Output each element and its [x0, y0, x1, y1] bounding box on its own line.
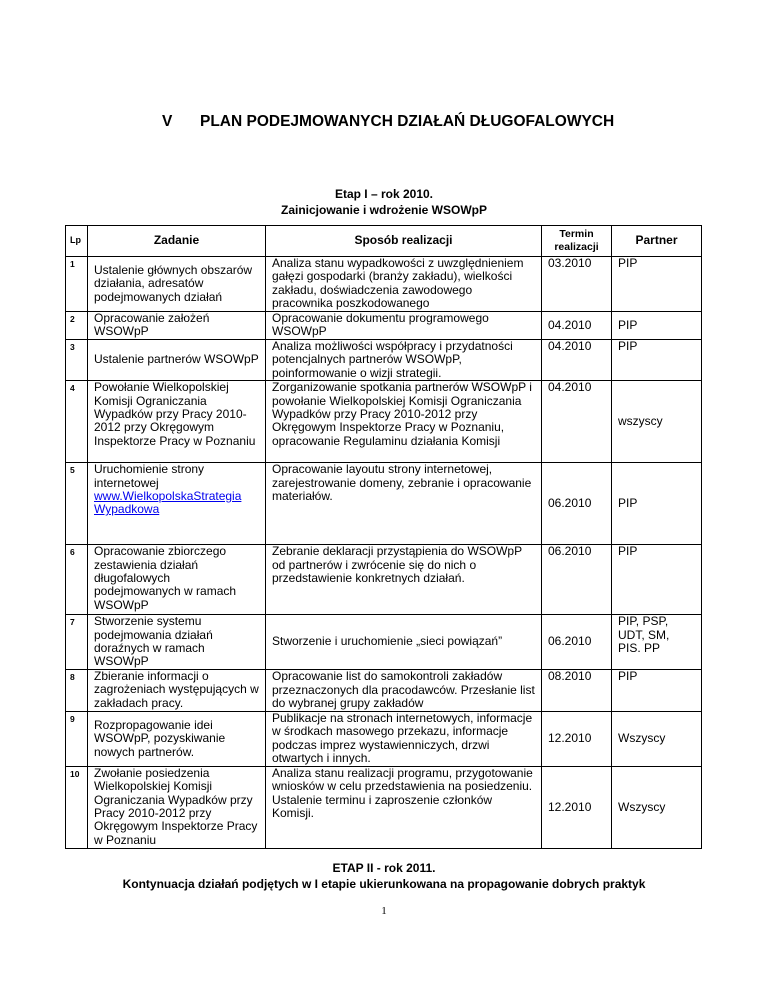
page-number: 1: [381, 905, 387, 917]
stage1-caption: [0, 186, 768, 218]
row-lp: 3: [66, 340, 88, 381]
row-zadanie: Zbieranie informacji o zagrożeniach występujących w zakładach pracy.: [88, 669, 266, 711]
plan-table: [65, 225, 702, 849]
header-lp: Lp: [66, 226, 88, 257]
row-partner: Wszyscy: [612, 766, 702, 848]
row-zadanie: Zwołanie posiedzenia Wielkopolskiej Komisji Ograniczania Wypadków przy Pracy 2010-2012 przy Okręgowym Inspektorze Pracy w Poznaniu: [88, 766, 266, 848]
row-termin: 12.2010: [542, 711, 612, 766]
row-partner: PIP: [612, 669, 702, 711]
row-termin: 12.2010: [542, 766, 612, 848]
row-sposob: Publikacje na stronach internetowych, informacje w środkach masowego przekazu, informacje podczas imprez wystawienniczych, drzwi otwartych i innych.: [266, 711, 542, 766]
table-row: [66, 312, 702, 340]
table-row: [66, 257, 702, 312]
row-zadanie: [88, 463, 266, 545]
header-termin: Termin realizacji: [542, 226, 612, 257]
row-partner: PIP: [612, 257, 702, 312]
stage1-line2: Zainicjowanie i wdrożenie WSOWpP: [280, 203, 488, 217]
row-sposob-text-2: Ustalenie terminu i zaproszenie członków Komisji.: [272, 792, 493, 821]
row-sposob: Zorganizowanie spotkania partnerów WSOWpP i powołanie Wielkopolskiej Komisji Ograniczania Wypadków przy Pracy 2010-2012 przy Okręgowym Inspektorze Pracy w Poznaniu, opracowanie Regulaminu działania Komisji: [266, 381, 542, 463]
row-partner: wszyscy: [612, 381, 702, 463]
row-sposob: [266, 766, 542, 848]
table-row: [66, 615, 702, 670]
row-sposob: Opracowanie list do samokontroli zakładów przeznaczonych dla pracodawców. Przesłanie list do wybranej grupy zakładów: [266, 669, 542, 711]
row-sposob: Opracowanie dokumentu programowego WSOWpP: [266, 312, 542, 340]
header-sposob: Sposób realizacji: [266, 226, 542, 257]
website-link[interactable]: www.WielkopolskaStrategia Wypadkowa: [94, 489, 242, 517]
row-sposob: Analiza możliwości współpracy i przydatności potencjalnych partnerów WSOWpP, poinformowanie o wizji strategii.: [266, 340, 542, 381]
section-title: PLAN PODEJMOWANYCH DZIAŁAŃ DŁUGOFALOWYCH: [200, 113, 615, 130]
table-row: [66, 381, 702, 463]
stage1-line1: Etap I – rok 2010.: [334, 187, 434, 201]
row-lp: 10: [66, 766, 88, 848]
row-lp: 8: [66, 669, 88, 711]
row-sposob: Stworzenie i uruchomienie „sieci powiązań”: [266, 615, 542, 670]
row-partner: PIP: [612, 463, 702, 545]
row-sposob: Analiza stanu wypadkowości z uwzględnieniem gałęzi gospodarki (branży zakładu), wielkości zakładu, doświadczenia zawodowego pracownika poszkodowanego: [266, 257, 542, 312]
header-partner: Partner: [612, 226, 702, 257]
row-termin: 06.2010: [542, 615, 612, 670]
section-number: V: [162, 113, 173, 130]
row-sposob-text: Analiza stanu realizacji programu, przygotowanie wniosków w celu przedstawienia na posiedzeniu.: [272, 765, 533, 794]
row-lp: 6: [66, 545, 88, 615]
row-termin: 03.2010: [542, 257, 612, 312]
row-partner: PIP, PSP, UDT, SM, PIS. PP: [612, 615, 702, 670]
row-zadanie: Ustalenie partnerów WSOWpP: [88, 340, 266, 381]
row-partner: PIP: [612, 340, 702, 381]
row-sposob: Opracowanie layoutu strony internetowej, zarejestrowanie domeny, zebranie i opracowanie materiałów.: [266, 463, 542, 545]
row-zadanie: Opracowanie zbiorczego zestawienia działań długofalowych podejmowanych w ramach WSOWpP: [88, 545, 266, 615]
table-row: [66, 711, 702, 766]
row-lp: 5: [66, 463, 88, 545]
row-partner: PIP: [612, 312, 702, 340]
row-lp: 2: [66, 312, 88, 340]
row-zadanie: Stworzenie systemu podejmowania działań doraźnych w ramach WSOWpP: [88, 615, 266, 670]
table-row: [66, 766, 702, 848]
table-header-row: [66, 226, 702, 257]
row-lp: 9: [66, 711, 88, 766]
row-zadanie-text: Uruchomienie strony internetowej: [94, 462, 205, 490]
row-zadanie: Rozpropagowanie idei WSOWpP, pozyskiwanie nowych partnerów.: [88, 711, 266, 766]
row-termin: 06.2010: [542, 463, 612, 545]
stage2-line1: ETAP II - rok 2011.: [332, 861, 436, 875]
row-zadanie: Ustalenie głównych obszarów działania, adresatów podejmowanych działań: [88, 257, 266, 312]
row-zadanie: Powołanie Wielkopolskiej Komisji Ograniczania Wypadków przy Pracy 2010-2012 przy Okręgowym Inspektorze Pracy w Poznaniu: [88, 381, 266, 463]
table-row: [66, 340, 702, 381]
row-termin: 04.2010: [542, 312, 612, 340]
row-partner: Wszyscy: [612, 711, 702, 766]
row-sposob: Zebranie deklaracji przystąpienia do WSOWpP od partnerów i zwrócenie się do nich o przedstawienie konkretnych działań.: [266, 545, 542, 615]
row-termin: 04.2010: [542, 381, 612, 463]
header-zadanie: Zadanie: [88, 226, 266, 257]
stage2-caption: [0, 860, 768, 892]
row-lp: 7: [66, 615, 88, 670]
table-row: [66, 669, 702, 711]
row-zadanie: Opracowanie założeń WSOWpP: [88, 312, 266, 340]
table-row: [66, 545, 702, 615]
stage2-line2: Kontynuacja działań podjętych w I etapie ukierunkowana na propagowanie dobrych praktyk: [122, 877, 646, 891]
row-termin: 06.2010: [542, 545, 612, 615]
row-partner: PIP: [612, 545, 702, 615]
row-termin: 08.2010: [542, 669, 612, 711]
row-lp: 1: [66, 257, 88, 312]
row-termin: 04.2010: [542, 340, 612, 381]
row-lp: 4: [66, 381, 88, 463]
table-row: [66, 463, 702, 545]
